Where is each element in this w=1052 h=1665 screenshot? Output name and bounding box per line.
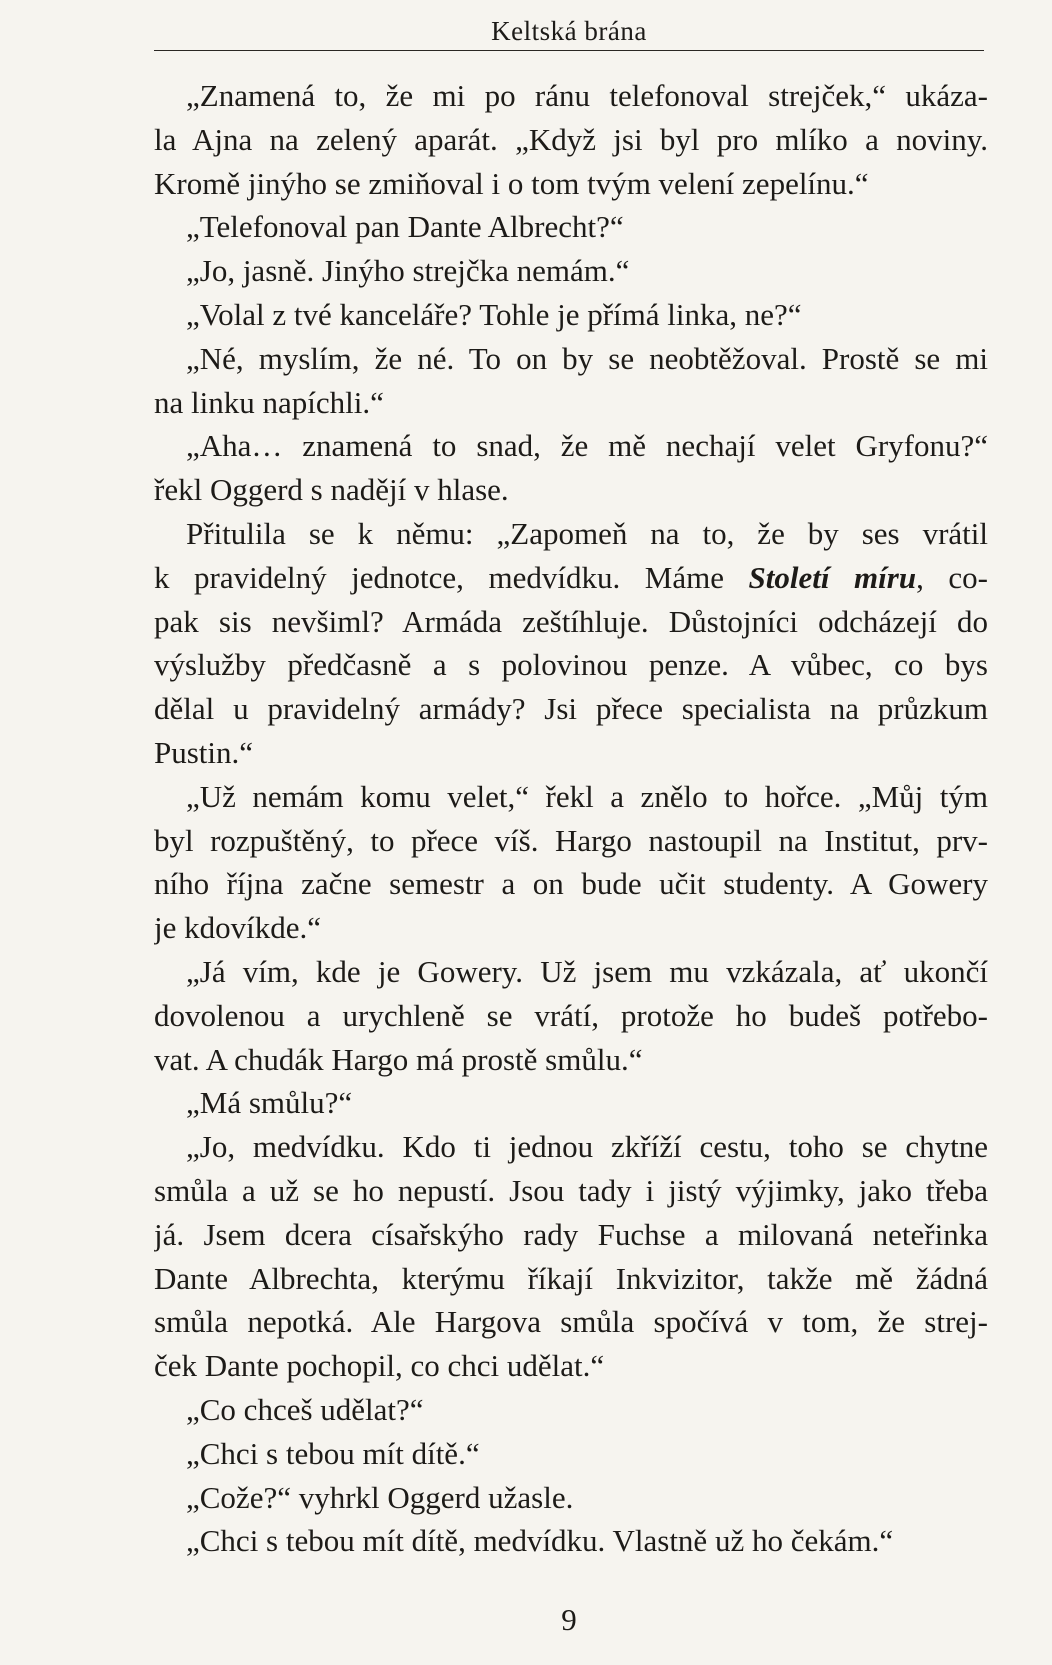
- text-line: smůla nepotká. Ale Hargova smůla spočívá v tom, že strej-: [154, 1304, 988, 1340]
- text-line: na linku napíchli.“: [154, 384, 384, 420]
- page-number: 9: [561, 1602, 577, 1637]
- text-line: [154, 556, 988, 600]
- text-line: řekl Oggerd s nadějí v hlase.: [154, 472, 509, 508]
- emphasized-title: Století míru: [748, 559, 917, 595]
- text-line: výslužby předčasně a s polovinou penze. A vůbec, co bys: [154, 647, 988, 683]
- text-line: byl rozpuštěný, to přece víš. Hargo nastoupil na Institut, prv-: [154, 822, 988, 858]
- text-line: „Znamená to, že mi po ránu telefonoval strejček,“ ukáza-: [186, 78, 988, 113]
- text-line: „Chci s tebou mít dítě, medvídku. Vlastně už ho čekám.“: [186, 1523, 894, 1559]
- text-line: vat. A chudák Hargo má prostě smůlu.“: [154, 1041, 643, 1077]
- text-line: je kdovíkde.“: [154, 910, 322, 946]
- header-rule: [154, 50, 984, 51]
- text-line: „Chci s tebou mít dítě.“: [186, 1435, 480, 1471]
- text-line: Kromě jinýho se zmiňoval i o tom tvým velení zepelínu.“: [154, 165, 869, 201]
- text-line: „Už nemám komu velet,“ řekl a znělo to hořce. „Můj tým: [186, 778, 988, 814]
- text-line: „Volal z tvé kanceláře? Tohle je přímá linka, ne?“: [186, 296, 802, 332]
- text-line: „Né, myslím, že né. To on by se neobtěžoval. Prostě se mi: [186, 340, 988, 376]
- text-line: „Má smůlu?“: [186, 1085, 353, 1121]
- text-line: ček Dante pochopil, co chci udělat.“: [154, 1348, 605, 1384]
- text-line: Přitulila se k němu: „Zapomeň na to, že by ses vrátil: [186, 515, 988, 551]
- text-line: Dante Albrechta, kterýmu říkají Inkvizitor, takže mě žádná: [154, 1260, 988, 1296]
- text-line: „Cože?“ vyhrkl Oggerd užasle.: [186, 1479, 574, 1515]
- text-line: smůla a už se ho nepustí. Jsou tady i jistý výjimky, jako třeba: [154, 1172, 988, 1208]
- text-line: dělal u pravidelný armády? Jsi přece specialista na průzkum: [154, 691, 988, 727]
- text-line: pak sis nevšiml? Armáda zeštíhluje. Důstojníci odcházejí do: [154, 603, 988, 639]
- text-line: „Jo, medvídku. Kdo ti jednou zkříží cestu, toho se chytne: [186, 1129, 988, 1165]
- body-text: [154, 74, 988, 1563]
- text-line: „Já vím, kde je Gowery. Už jsem mu vzkázala, ať ukončí: [186, 953, 988, 989]
- text-line: já. Jsem dcera císařskýho rady Fuchse a milovaná neteřinka: [154, 1216, 988, 1252]
- text-line: ního října začne semestr a on bude učit studenty. A Gowery: [154, 866, 988, 902]
- text-segment: , co-: [916, 559, 988, 595]
- text-segment: k pravidelný jednotce, medvídku. Máme: [154, 559, 749, 595]
- text-line: „Aha… znamená to snad, že mě nechají velet Gryfonu?“: [186, 428, 988, 464]
- running-head: Keltská brána: [491, 16, 647, 46]
- text-line: „Co chceš udělat?“: [186, 1391, 424, 1427]
- text-line: dovolenou a urychleně se vrátí, protože ho budeš potřebo-: [154, 997, 988, 1033]
- text-line: „Jo, jasně. Jinýho strejčka nemám.“: [186, 253, 630, 289]
- text-line: Pustin.“: [154, 734, 254, 770]
- text-line: la Ajna na zelený aparát. „Když jsi byl pro mlíko a noviny.: [154, 121, 988, 157]
- text-line: „Telefonoval pan Dante Albrecht?“: [186, 209, 624, 245]
